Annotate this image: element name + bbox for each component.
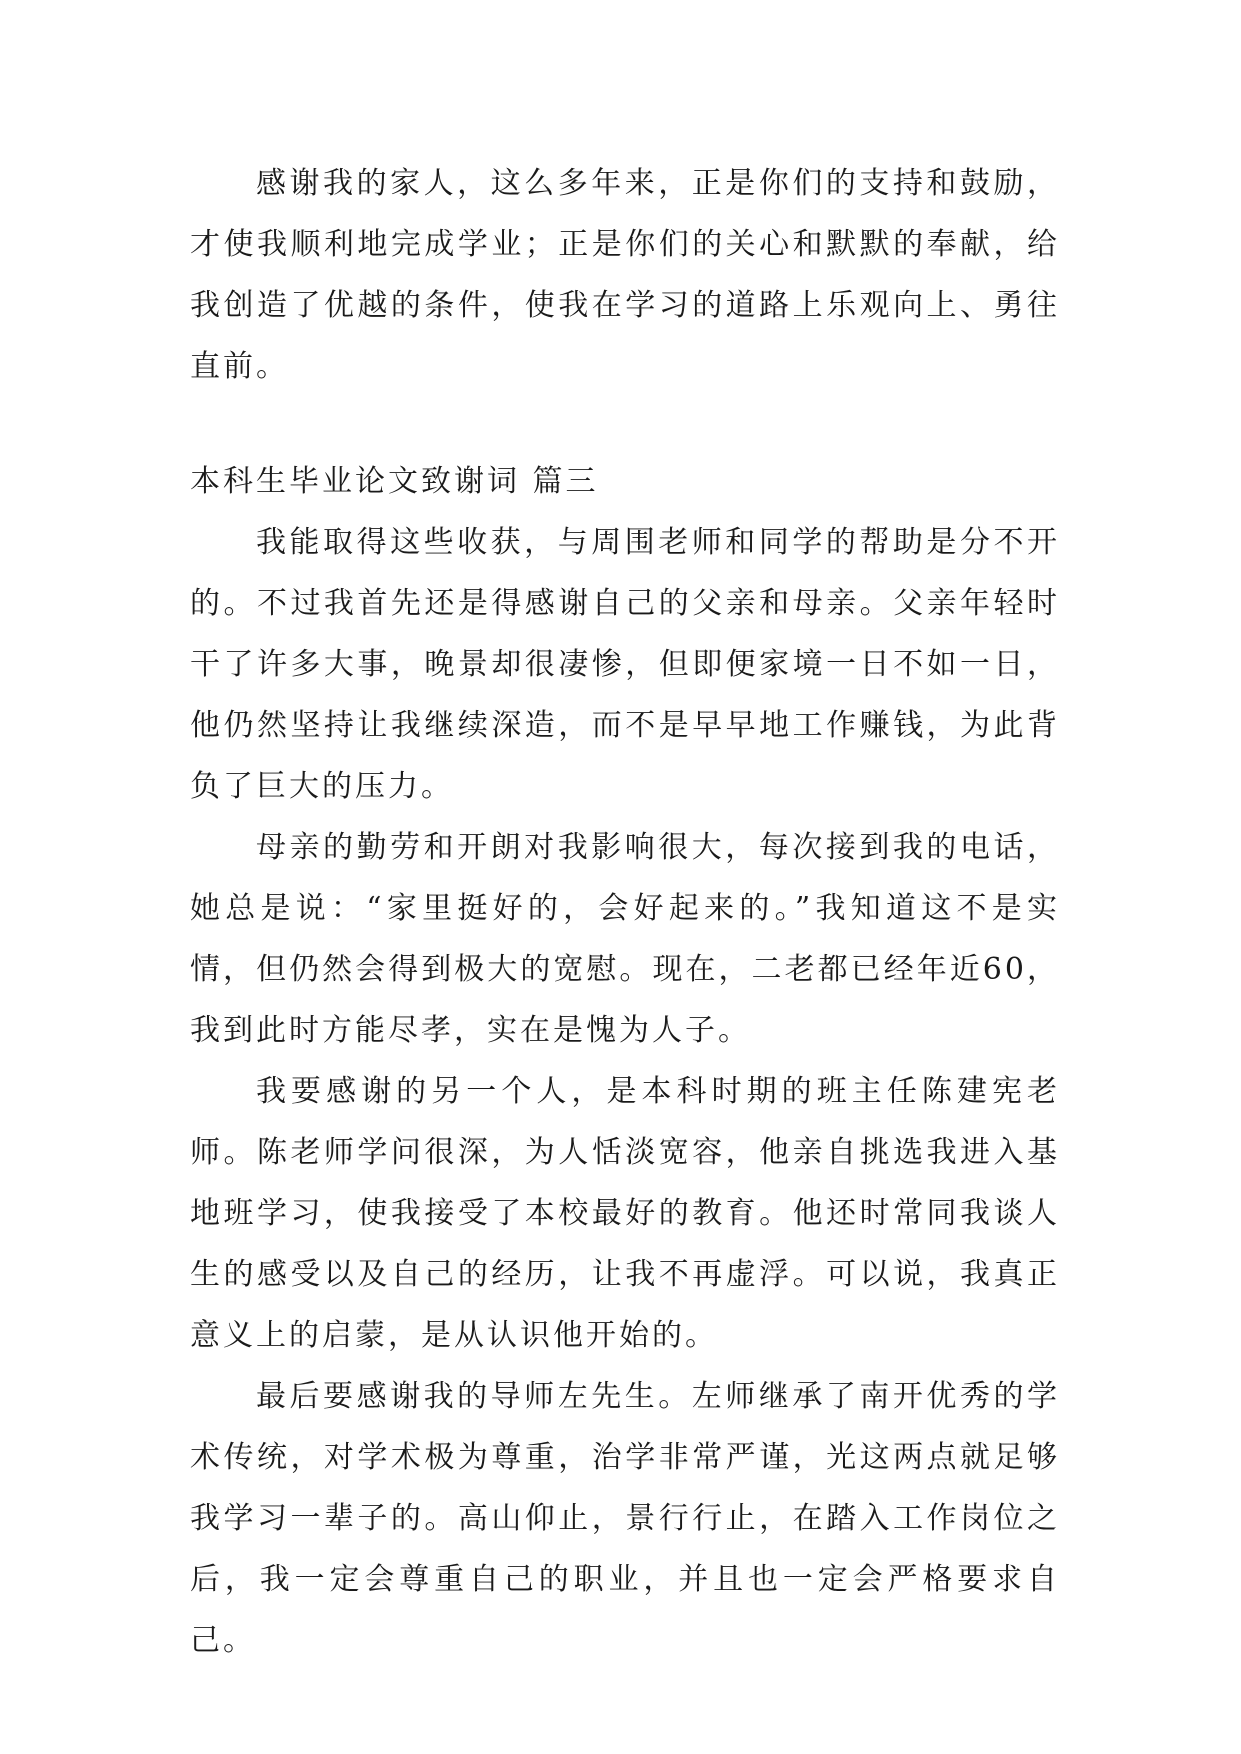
document-body bbox=[190, 153, 1060, 1671]
section-heading: 本科生毕业论文致谢词 篇三 bbox=[190, 464, 599, 499]
body-paragraph: 最后要感谢我的导师左先生。左师继承了南开优秀的学术传统，对学术极为尊重，治学非常严谨，光这两点就足够我学习一辈子的。高山仰止，景行行止，在踏入工作岗位之后，我一定会尊重自己的职业，并且也一定会严格要求自己。 bbox=[190, 1379, 1060, 1658]
body-paragraph: 母亲的勤劳和开朗对我影响很大，每次接到我的电话，她总是说：“家里挺好的，会好起来的。”我知道这不是实情，但仍然会得到极大的宽慰。现在，二老都已经年近60，我到此时方能尽孝，实在是愧为人子。 bbox=[190, 830, 1060, 1048]
body-paragraph: 我要感谢的另一个人，是本科时期的班主任陈建宪老师。陈老师学问很深，为人恬淡宽容，他亲自挑选我进入基地班学习，使我接受了本校最好的教育。他还时常同我谈人生的感受以及自己的经历，让我不再虚浮。可以说，我真正意义上的启蒙，是从认识他开始的。 bbox=[190, 1074, 1060, 1353]
intro-paragraph: 感谢我的家人，这么多年来，正是你们的支持和鼓励，才使我顺利地完成学业；正是你们的关心和默默的奉献，给我创造了优越的条件，使我在学习的道路上乐观向上、勇往直前。 bbox=[190, 166, 1060, 384]
body-paragraph: 我能取得这些收获，与周围老师和同学的帮助是分不开的。不过我首先还是得感谢自己的父亲和母亲。父亲年轻时干了许多大事，晚景却很凄惨，但即便家境一日不如一日，他仍然坚持让我继续深造，而不是早早地工作赚钱，为此背负了巨大的压力。 bbox=[190, 525, 1060, 804]
